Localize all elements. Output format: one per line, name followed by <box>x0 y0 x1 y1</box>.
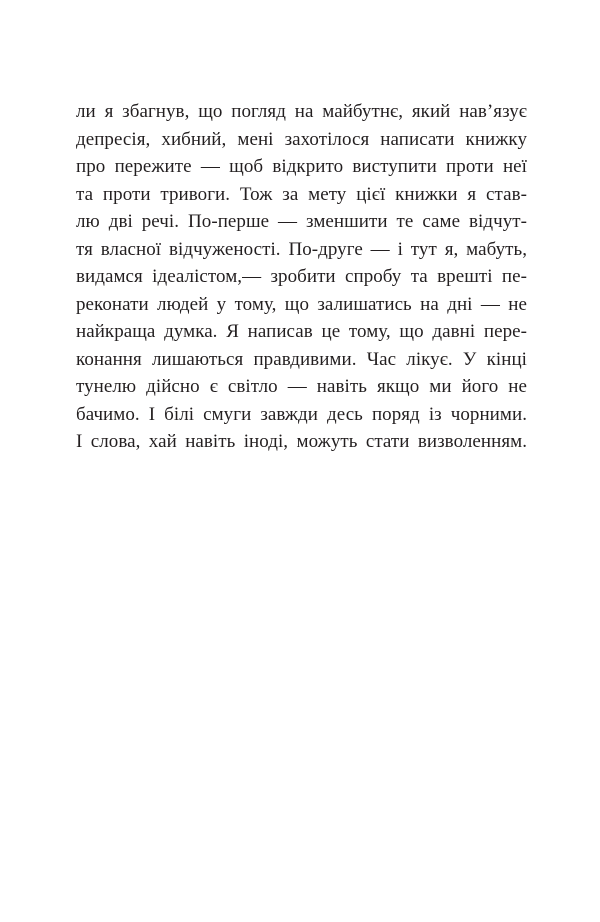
text-line-8: реконати людей у тому, що залишатись на дні — не <box>76 293 527 315</box>
text-line-12: бачимо. І білі смуги завжди десь поряд із чорними. <box>76 403 527 425</box>
text-line-2: депресія, хибний, мені захотілося написати книжку <box>76 128 527 150</box>
text-line-4: та проти тривоги. Тож за мету цієї книжки я став- <box>76 183 527 205</box>
text-line-10: конання лишаються правдивими. Час лікує. У кінці <box>76 348 527 370</box>
text-line-11: тунелю дійсно є світло — навіть якщо ми його не <box>76 376 527 397</box>
text-line-6: тя власної відчуженості. По-друге — і тут я, мабуть, <box>76 238 527 260</box>
text-line-5: лю дві речі. По-перше — зменшити те саме відчут- <box>76 211 527 232</box>
text-line-1: ли я збагнув, що погляд на майбутнє, який нав’язує <box>76 101 527 122</box>
text-line-13: І слова, хай навіть іноді, можуть стати визволенням. <box>76 431 527 452</box>
body-text <box>76 98 527 456</box>
text-line-9: найкраща думка. Я написав це тому, що давні пере- <box>76 321 527 342</box>
text-line-3: про пережите — щоб відкрито виступити проти неї <box>76 156 527 177</box>
text-line-7: видамся ідеалістом,— зробити спробу та врешті пе- <box>76 266 527 287</box>
